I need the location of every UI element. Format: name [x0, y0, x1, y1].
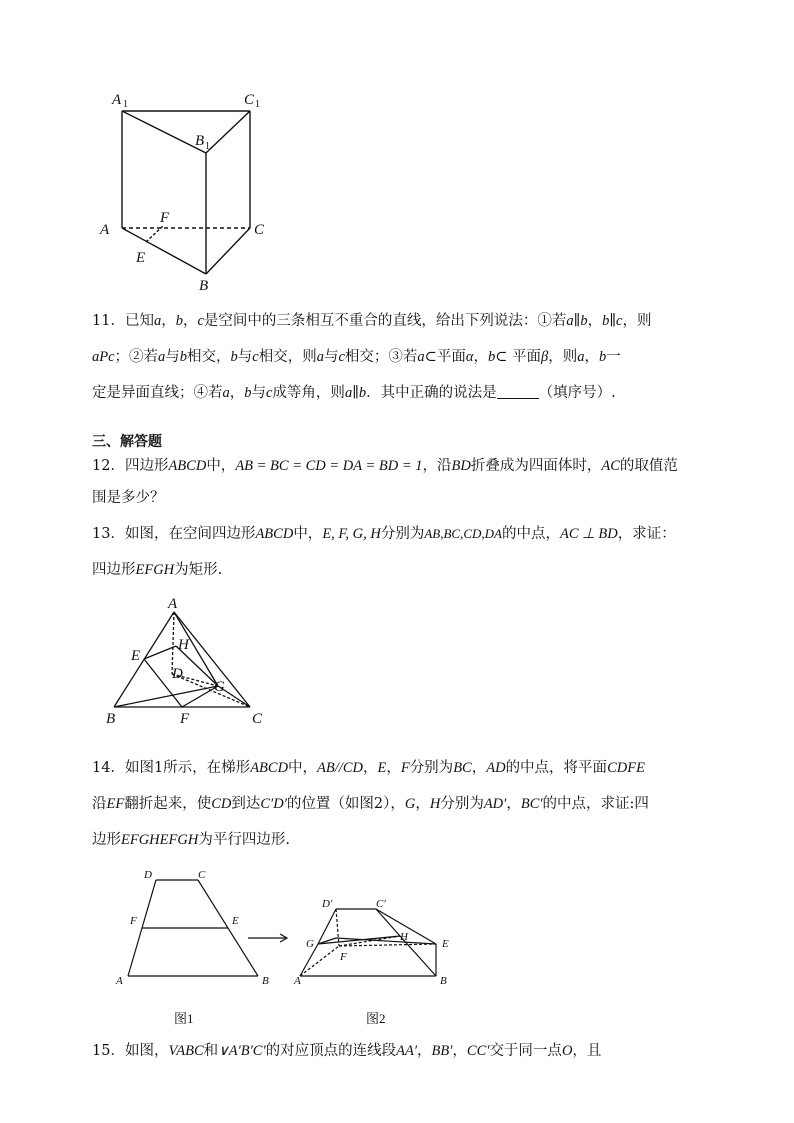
tetrahedron-figure [100, 590, 280, 730]
fig2-label-E: E [442, 938, 449, 950]
label-C: C [254, 222, 265, 238]
fig1-label-E: E [232, 915, 239, 927]
fig1-label-C: C [198, 869, 206, 881]
q15-line-1: 15．如图，VABC和∨A′B′C′的对应顶点的连线段AA′，BB′，CC′交于同一点O，且 [92, 1043, 602, 1059]
trapezoid-diagrams [110, 862, 470, 1032]
label-B1: B [195, 133, 205, 149]
prism-diagram [98, 88, 278, 298]
label-A: A [100, 222, 110, 238]
q14-line-2: 沿EF翻折起来，使CD到达C′D′的位置（如图2），G，H分别为AD′，BC′的中点，求证:四 [92, 796, 649, 812]
tetrahedron-diagram [100, 590, 280, 730]
fig2-label-F: F [340, 951, 347, 963]
fig1-label-D: D [144, 869, 152, 881]
label-H: H [178, 637, 189, 653]
trapezoid-figure [110, 862, 470, 1032]
fig1-label-B: B [262, 975, 269, 987]
label-B: B [199, 278, 209, 294]
fig2-label-H: H [400, 931, 408, 943]
fig2-label-C: C′ [376, 898, 386, 910]
q11-line-2: aPc；②若a与b相交，b与c相交，则a与c相交；③若a⊂平面α，b⊂ 平面β，则a，b一 [92, 349, 621, 365]
fig1-label-F: F [130, 915, 137, 927]
section-heading: 三、解答题 [92, 434, 162, 450]
answer-blank [497, 384, 539, 399]
label-A: A [168, 596, 178, 612]
q13-line-1: 13．如图，在空间四边形ABCD中，E, F, G, H分别为AB,BC,CD,DA的中点，AC ⊥ BD，求证： [92, 526, 676, 542]
caption-figure-1: 图1 [174, 1011, 194, 1026]
svg-text:1: 1 [123, 99, 128, 110]
label-C1: C [244, 92, 255, 108]
label-F: F [180, 711, 190, 727]
fig1-label-A: A [116, 975, 123, 987]
q14-line-1: 14．如图1所示，在梯形ABCD中，AB//CD，E，F分别为BC，AD的中点，将平面CDFE [92, 760, 645, 776]
label-F: F [160, 210, 170, 226]
fig2-label-A: A [294, 975, 301, 987]
label-B: B [106, 711, 116, 727]
label-G: G [214, 679, 225, 695]
q11-line-1: 11．已知a，b，c是空间中的三条相互不重合的直线，给出下列说法：①若a∥b，b∥c，则 [92, 313, 652, 329]
q12-line-1: 12．四边形ABCD中，AB = BC = CD = DA = BD = 1，沿BD折叠成为四面体时，AC的取值范 [92, 458, 678, 474]
q11-line-3: 定是异面直线；④若a，b与c成等角，则a∥b．其中正确的说法是 （填序号）. [92, 385, 616, 401]
q12-line-2: 围是多少？ [92, 490, 165, 506]
fig2-label-G: G [306, 938, 314, 950]
fig2-label-B: B [440, 975, 447, 987]
label-E: E [136, 250, 146, 266]
label-A1: A [112, 92, 122, 108]
prism-figure [98, 88, 278, 298]
svg-text:1: 1 [205, 141, 210, 152]
fig2-label-D: D′ [322, 898, 333, 910]
q14-line-3: 边形EFGHEFGH为平行四边形. [92, 832, 290, 848]
caption-figure-2: 图2 [366, 1011, 386, 1026]
label-E: E [131, 648, 141, 664]
label-D: D [172, 666, 183, 682]
label-C: C [252, 711, 263, 727]
q13-line-2: 四边形EFGH为矩形. [92, 562, 223, 578]
svg-text:1: 1 [255, 99, 260, 110]
